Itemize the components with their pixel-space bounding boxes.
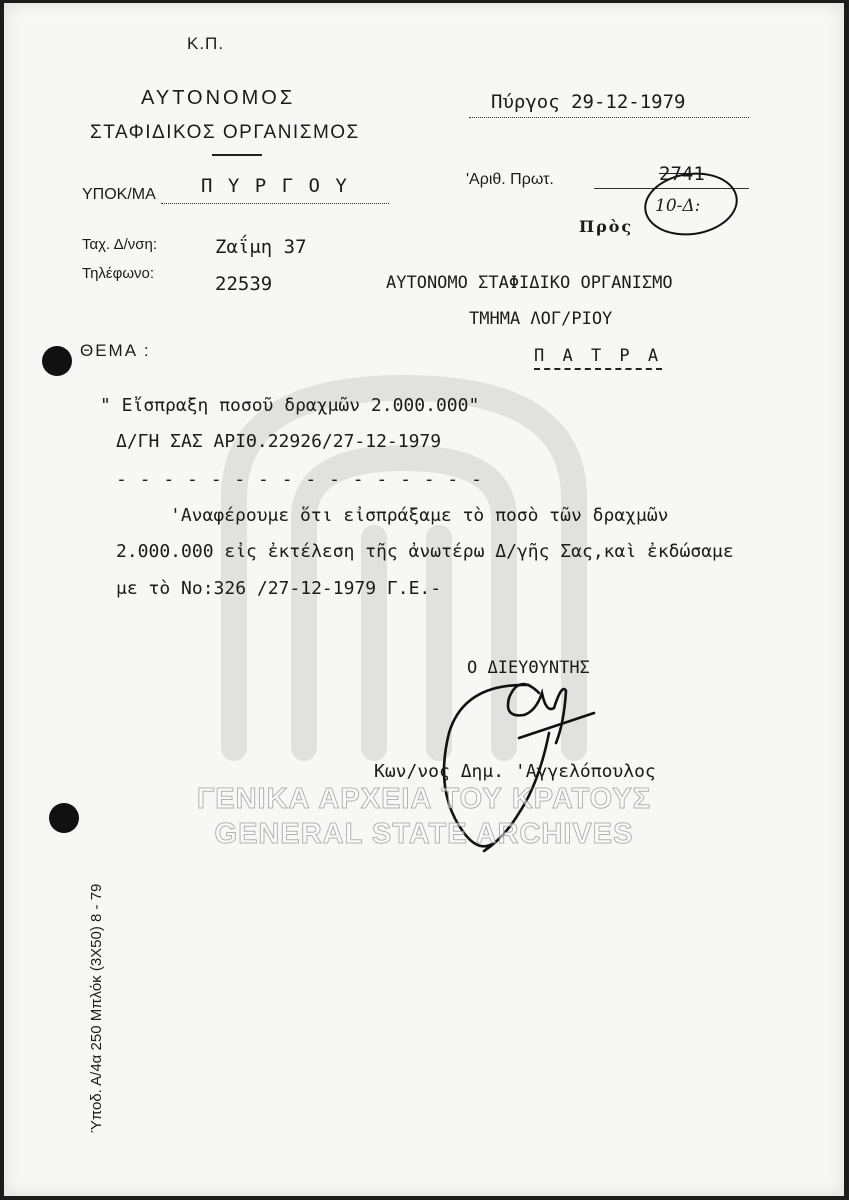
subject-line1: " Εἴσπραξη ποσοῦ δραχμῶν 2.000.000"	[100, 395, 480, 416]
signatory-title: Ο ΔΙΕΥΘΥΝΤΗΣ	[467, 658, 590, 678]
protocol-label: 'Αριθ. Πρωτ.	[466, 171, 554, 188]
recipient-line1: ΑΥΤΟΝΟΜΟ ΣΤΑΦΙΔΙΚΟ ΟΡΓΑΝΙΣΜΟ	[386, 273, 673, 293]
recipient-line2: ΤΜΗΜΑ ΛΟΓ/ΡΙΟΥ	[469, 309, 613, 329]
body-line1: 'Αναφέρουμε ὅτι εἰσπράξαμε τὸ ποσὸ τῶν δραχμῶν	[170, 505, 669, 526]
kp-mark: Κ.Π.	[187, 34, 225, 53]
protocol-value: 2741	[659, 163, 705, 185]
org-name-line2: ΣΤΑΦΙΔΙΚΟΣ ΟΡΓΑΝΙΣΜΟΣ	[90, 122, 360, 143]
document-page	[4, 3, 844, 1196]
place-date-line	[469, 91, 749, 118]
branch-value-text: Π Υ Ρ Γ Ο Υ	[201, 175, 349, 197]
signatory-name: Κων/νος Δημ. 'Αγγελόπουλος	[374, 761, 656, 782]
protocol-circled-text: 10-Δ:	[655, 196, 701, 216]
recipient-line3: Π Α Τ Ρ Α	[534, 346, 662, 370]
archive-watermark-greek: ΓΕΝΙΚΑ ΑΡΧΕΙΑ ΤΟΥ ΚΡΑΤΟΥΣ	[196, 783, 652, 815]
to-label: Πρὸς	[579, 217, 634, 236]
subject-label: ΘΕΜΑ :	[80, 341, 151, 360]
org-name-line1: ΑΥΤΟΝΟΜΟΣ	[141, 87, 296, 109]
punch-hole-top	[42, 346, 72, 376]
phone-label: Τηλέφωνο:	[82, 265, 155, 282]
phone-value: 22539	[215, 273, 273, 295]
address-label: Ταχ. Δ/νση:	[82, 236, 158, 253]
subject-line2: Δ/ΓΗ ΣΑΣ ΑΡΙΘ.22926/27-12-1979	[116, 431, 442, 452]
branch-label: ΥΠΟΚ/ΜΑ	[82, 186, 156, 203]
branch-value	[161, 175, 389, 204]
header-divider	[212, 154, 262, 156]
body-line2: 2.000.000 εἰς ἐκτέλεση τῆς ἀνωτέρω Δ/γῆς Σας,καὶ ἐκδώσαμε	[116, 541, 734, 562]
form-reference-note: Ύποδ. Α/4α 250 Μπλόκ (3Χ50) 8 - 79	[88, 883, 105, 1133]
subject-separator: - - - - - - - - - - - - - - - -	[116, 469, 483, 490]
place-date: Πύργος 29-12-1979	[491, 91, 686, 113]
address-value: Ζαΐμη 37	[215, 236, 307, 258]
body-line3: με τὸ Νο:326 /27-12-1979 Γ.Ε.-	[116, 578, 442, 599]
archive-watermark-english: GENERAL STATE ARCHIVES	[214, 818, 634, 850]
